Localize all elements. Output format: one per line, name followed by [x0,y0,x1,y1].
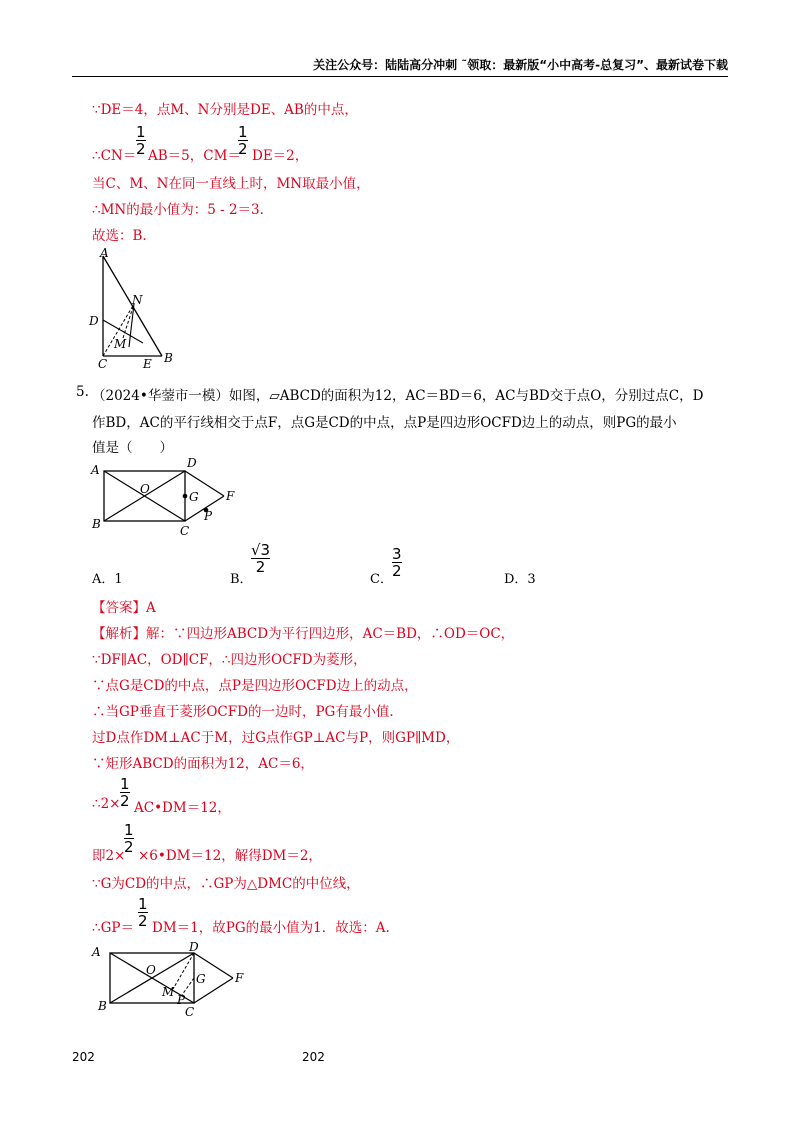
fig2-label-c: C [180,524,190,538]
prev-line-5: 故选：B. [92,228,147,244]
fig1-label-c: C [98,357,108,370]
fraction-half: $\frac{1}{2}$ [138,895,148,930]
fraction-half: $\frac{1}{2}$ [124,821,134,856]
question-number: 5. [76,384,89,400]
fig3-label-g: G [196,972,206,986]
fig1-label-a: A [100,246,109,260]
prev-line-2a: ∴CN＝ [92,148,137,164]
fig2-label-o: O [140,482,150,496]
fig2-label-f: F [226,489,235,503]
option-b-fraction: $\frac{√3}{2}$ [251,541,271,576]
solution-line-3: ∵点G是CD的中点，点P是四边形OCFD边上的动点， [92,678,418,694]
fig3-label-o: O [146,963,156,977]
header-text: 关注公众号：陆陆高分冲刺 ˜领取：最新版“小中高考-总复习”、最新试卷下载 [313,58,728,72]
solution-line-10b: DM＝1，故PG的最小值为1．故选：A. [152,920,390,936]
solution-line-7b: AC•DM＝12， [134,800,231,816]
solution-line-10a: ∴GP＝ [92,920,134,936]
fig1-label-e: E [143,357,152,370]
prev-line-2c: DE＝2， [252,148,309,164]
option-d: D．3 [504,572,536,587]
figure-2-rectangle [88,456,248,540]
fig1-label-b: B [164,351,173,365]
fig2-label-g: G [189,490,199,504]
fig3-label-b: B [98,999,107,1013]
solution-line-2: ∵DF∥AC，OD∥CF，∴四边形OCFD为菱形， [92,652,367,668]
prev-line-2b: AB＝5，CM＝ [148,148,241,164]
fig2-label-b: B [92,517,101,531]
answer: 【答案】A [92,600,156,616]
fraction-half: $\frac{1}{2}$ [136,123,146,158]
fraction-half: $\frac{1}{2}$ [238,123,248,158]
solution-line-6: ∵矩形ABCD的面积为12，AC＝6， [92,756,314,772]
prev-line-4: ∴MN的最小值为：5 - 2＝3. [92,202,264,218]
fig1-label-n: N [132,293,143,307]
fig3-label-a: A [92,945,101,959]
fig1-label-d: D [89,314,99,328]
option-a: A．1 [92,572,123,587]
fraction-half: $\frac{1}{2}$ [120,775,130,810]
question-line-3: 值是（ ） [92,440,173,456]
page-number-left: 202 [72,1050,95,1064]
fig3-label-p: P [177,993,186,1007]
prev-line-1: ∵DE＝4，点M、N分别是DE、AB的中点， [92,102,358,118]
solution-line-7a: ∴2× [92,796,121,812]
figure-1-triangle [84,246,194,370]
figure-3-rhombus [88,940,258,1020]
question-line-1: （2024•华蓥市一模）如图，▱ABCD的面积为12，AC＝BD＝6，AC与BD交于点O，分别过点C，D [92,388,704,404]
fig1-label-m: M [114,337,127,351]
solution-line-1: 【解析】解：∵四边形ABCD为平行四边形，AC＝BD，∴OD＝OC， [92,626,515,642]
fig3-label-f: F [235,971,244,985]
fig3-label-c: C [185,1005,195,1019]
page-number-center: 202 [302,1050,325,1064]
fig3-label-m: M [162,985,175,999]
fig3-label-d: D [189,940,199,954]
fig2-label-a: A [91,463,100,477]
solution-line-8a: 即2× [92,848,126,864]
solution-line-5: 过D点作DM⊥AC于M，过G点作GP⊥AC与P，则GP∥MD， [92,730,460,746]
fig2-label-p: P [204,509,213,523]
solution-line-9: ∵G为CD的中点，∴GP为△DMC的中位线， [92,876,360,892]
solution-line-4: ∴当GP垂直于菱形OCFD的一边时，PG有最小值. [92,704,394,720]
option-c-prefix: C． [370,572,393,587]
prev-line-3: 当C、M、N在同一直线上时，MN取最小值， [92,176,370,192]
option-b-prefix: B． [230,572,253,587]
fig2-label-d: D [187,456,197,470]
page-header [72,54,728,77]
question-line-2: 作BD，AC的平行线相交于点F，点G是CD的中点，点P是四边形OCFD边上的动点，则PG的最小 [92,415,677,431]
solution-line-8b: ×6•DM＝12，解得DM＝2， [138,848,322,864]
option-c-fraction: $\frac{3}{2}$ [392,545,402,580]
